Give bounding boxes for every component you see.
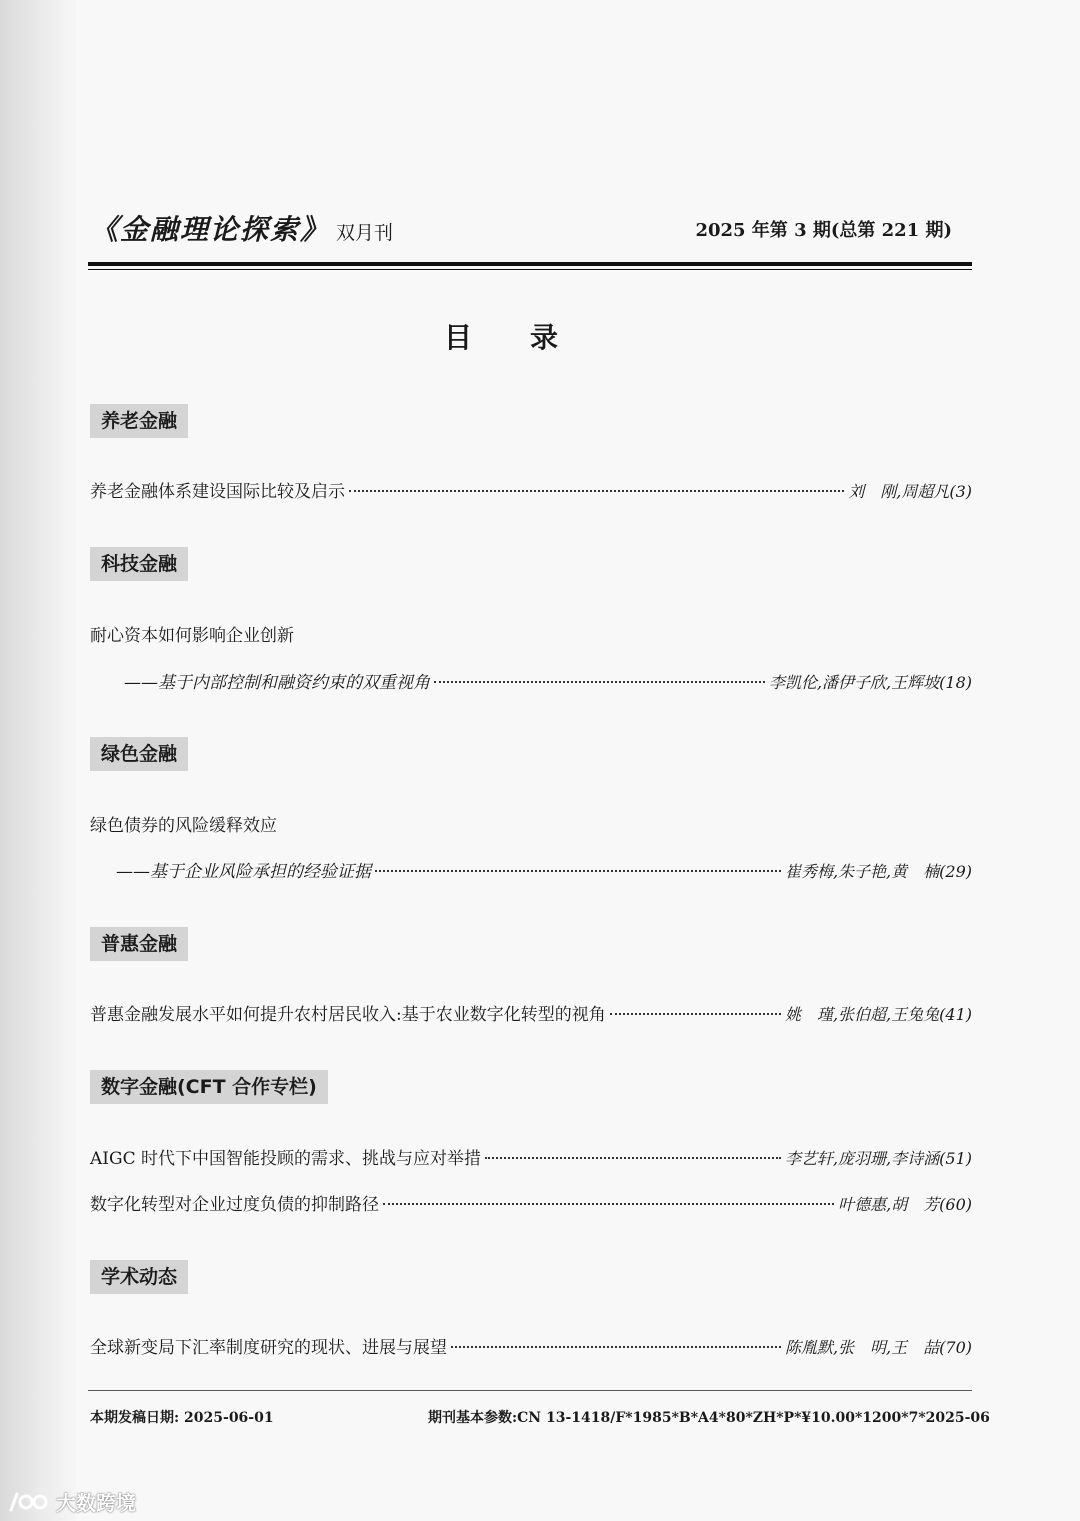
dot-leader bbox=[383, 1203, 834, 1205]
entry-authors: 李艺轩,庞羽珊,李诗涵(51) bbox=[784, 1149, 972, 1168]
toc-entry[interactable] bbox=[90, 1001, 972, 1029]
toc-title: 目录 bbox=[443, 321, 616, 354]
toc-entry[interactable] bbox=[124, 669, 972, 697]
header-rule-thin bbox=[88, 269, 972, 270]
dot-leader bbox=[349, 490, 844, 492]
watermark bbox=[8, 1487, 136, 1516]
dot-leader bbox=[485, 1157, 781, 1159]
section-heading: 学术动态 bbox=[90, 1260, 188, 1294]
watermark-logo-icon bbox=[8, 1490, 52, 1514]
entry-authors: 崔秀梅,朱子艳,黄 楠(29) bbox=[784, 862, 972, 881]
masthead bbox=[90, 208, 972, 248]
section-heading: 普惠金融 bbox=[90, 927, 188, 961]
footer-rule bbox=[88, 1390, 972, 1391]
entry-title: 养老金融体系建设国际比较及启示 bbox=[90, 482, 345, 502]
journal-frequency: 双月刊 bbox=[336, 222, 394, 244]
entry-title: 普惠金融发展水平如何提升农村居民收入:基于农业数字化转型的视角 bbox=[90, 1005, 606, 1025]
toc-entry[interactable] bbox=[90, 1334, 972, 1362]
entry-main-title[interactable]: 绿色债券的风险缓释效应 bbox=[90, 816, 277, 836]
entry-authors: 姚 瑾,张伯超,王兔兔(41) bbox=[784, 1005, 972, 1024]
toc-entry[interactable] bbox=[90, 1145, 972, 1173]
section-heading: 养老金融 bbox=[90, 404, 188, 438]
dot-leader bbox=[451, 1346, 781, 1348]
toc-entry[interactable] bbox=[90, 478, 972, 506]
section-heading: 数字金融(CFT 合作专栏) bbox=[90, 1070, 328, 1104]
page-edge-shadow bbox=[0, 0, 80, 1521]
entry-title: AIGC 时代下中国智能投顾的需求、挑战与应对举措 bbox=[90, 1149, 481, 1169]
entry-title: 数字化转型对企业过度负债的抑制路径 bbox=[90, 1195, 379, 1215]
entry-authors: 刘 刚,周超凡(3) bbox=[848, 482, 972, 501]
entry-title: 全球新变局下汇率制度研究的现状、进展与展望 bbox=[90, 1338, 447, 1358]
watermark-text: 大数跨境 bbox=[56, 1491, 136, 1515]
section-heading: 科技金融 bbox=[90, 547, 188, 581]
journal-name bbox=[90, 208, 393, 248]
dot-leader bbox=[610, 1013, 781, 1015]
section-heading: 绿色金融 bbox=[90, 737, 188, 771]
entry-authors: 叶德惠,胡 芳(60) bbox=[838, 1195, 972, 1214]
dot-leader bbox=[434, 681, 765, 683]
journal-name-text: 《金融理论探索》 bbox=[90, 213, 331, 246]
publish-date: 本期发稿日期: 2025-06-01 bbox=[90, 1410, 274, 1426]
toc-entry[interactable] bbox=[90, 1191, 972, 1219]
entry-subtitle: ——基于内部控制和融资约束的双重视角 bbox=[124, 673, 430, 693]
dot-leader bbox=[375, 870, 781, 872]
entry-authors: 陈胤默,张 明,王 喆(70) bbox=[784, 1338, 972, 1357]
entry-authors: 李凯伦,潘伊子欣,王辉坡(18) bbox=[768, 673, 972, 692]
entry-subtitle: ——基于企业风险承担的经验证据 bbox=[116, 862, 371, 882]
toc-entry[interactable] bbox=[116, 858, 972, 886]
issue-number: 2025 年第 3 期(总第 221 期) bbox=[695, 220, 952, 241]
journal-parameters: 期刊基本参数:CN 13-1418/F*1985*B*A4*80*ZH*P*¥10.00*1200*7*2025-06 bbox=[428, 1410, 990, 1426]
entry-main-title[interactable]: 耐心资本如何影响企业创新 bbox=[90, 626, 294, 646]
header-rule-thick bbox=[88, 262, 972, 266]
